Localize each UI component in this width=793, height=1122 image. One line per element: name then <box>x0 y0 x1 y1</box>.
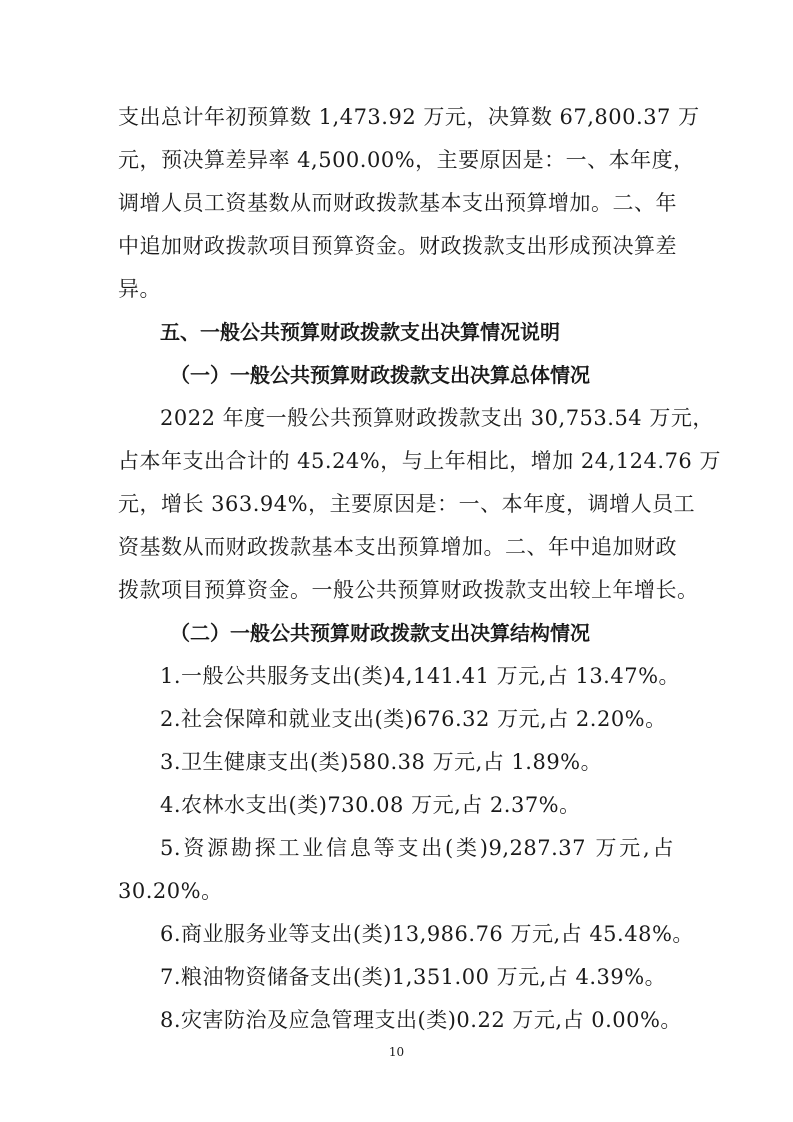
list-item-continuation: 30.20%。 <box>118 879 223 903</box>
paragraph-line: 调增人员工资基数从而财政拨款基本支出预算增加。二、年 <box>118 191 677 215</box>
paragraph-line: 占本年支出合计的 45.24%，与上年相比，增加 24,124.76 万 <box>118 449 721 473</box>
paragraph-line: 中追加财政拨款项目预算资金。财政拨款支出形成预决算差 <box>118 234 677 258</box>
page-number: 10 <box>388 1045 405 1059</box>
list-item: 2.社会保障和就业支出(类)676.32 万元,占 2.20%。 <box>160 707 667 731</box>
list-item: 7.粮油物资储备支出(类)1,351.00 万元,占 4.39%。 <box>160 965 667 989</box>
paragraph-line: 资基数从而财政拨款基本支出预算增加。二、年中追加财政 <box>118 535 677 559</box>
subsection-heading: （二）一般公共预算财政拨款支出决算结构情况 <box>170 621 590 645</box>
paragraph-line: 2022 年度一般公共预算财政拨款支出 30,753.54 万元， <box>160 406 714 430</box>
list-item: 3.卫生健康支出(类)580.38 万元,占 1.89%。 <box>160 750 603 774</box>
list-item: 8.灾害防治及应急管理支出(类)0.22 万元,占 0.00%。 <box>160 1008 682 1032</box>
paragraph-line: 异。 <box>118 277 161 301</box>
list-item: 6.商业服务业等支出(类)13,986.76 万元,占 45.48%。 <box>160 922 694 946</box>
section-heading: 五、一般公共预算财政拨款支出决算情况说明 <box>160 320 560 344</box>
paragraph-line: 元，预决算差异率 4,500.00%，主要原因是：一、本年度， <box>118 148 695 172</box>
paragraph-line: 支出总计年初预算数 1,473.92 万元，决算数 67,800.37 万 <box>118 105 700 129</box>
list-item: 5.资源勘探工业信息等支出(类)9,287.37 万元,占 <box>160 836 674 860</box>
paragraph-line: 拨款项目预算资金。一般公共预算财政拨款支出较上年增长。 <box>118 578 699 602</box>
subsection-heading: （一）一般公共预算财政拨款支出决算总体情况 <box>170 363 590 387</box>
paragraph-line: 元，增长 363.94%，主要原因是：一、本年度，调增人员工 <box>118 492 696 516</box>
list-item: 1.一般公共服务支出(类)4,141.41 万元,占 13.47%。 <box>160 664 681 688</box>
list-item: 4.农林水支出(类)730.08 万元,占 2.37%。 <box>160 793 581 817</box>
